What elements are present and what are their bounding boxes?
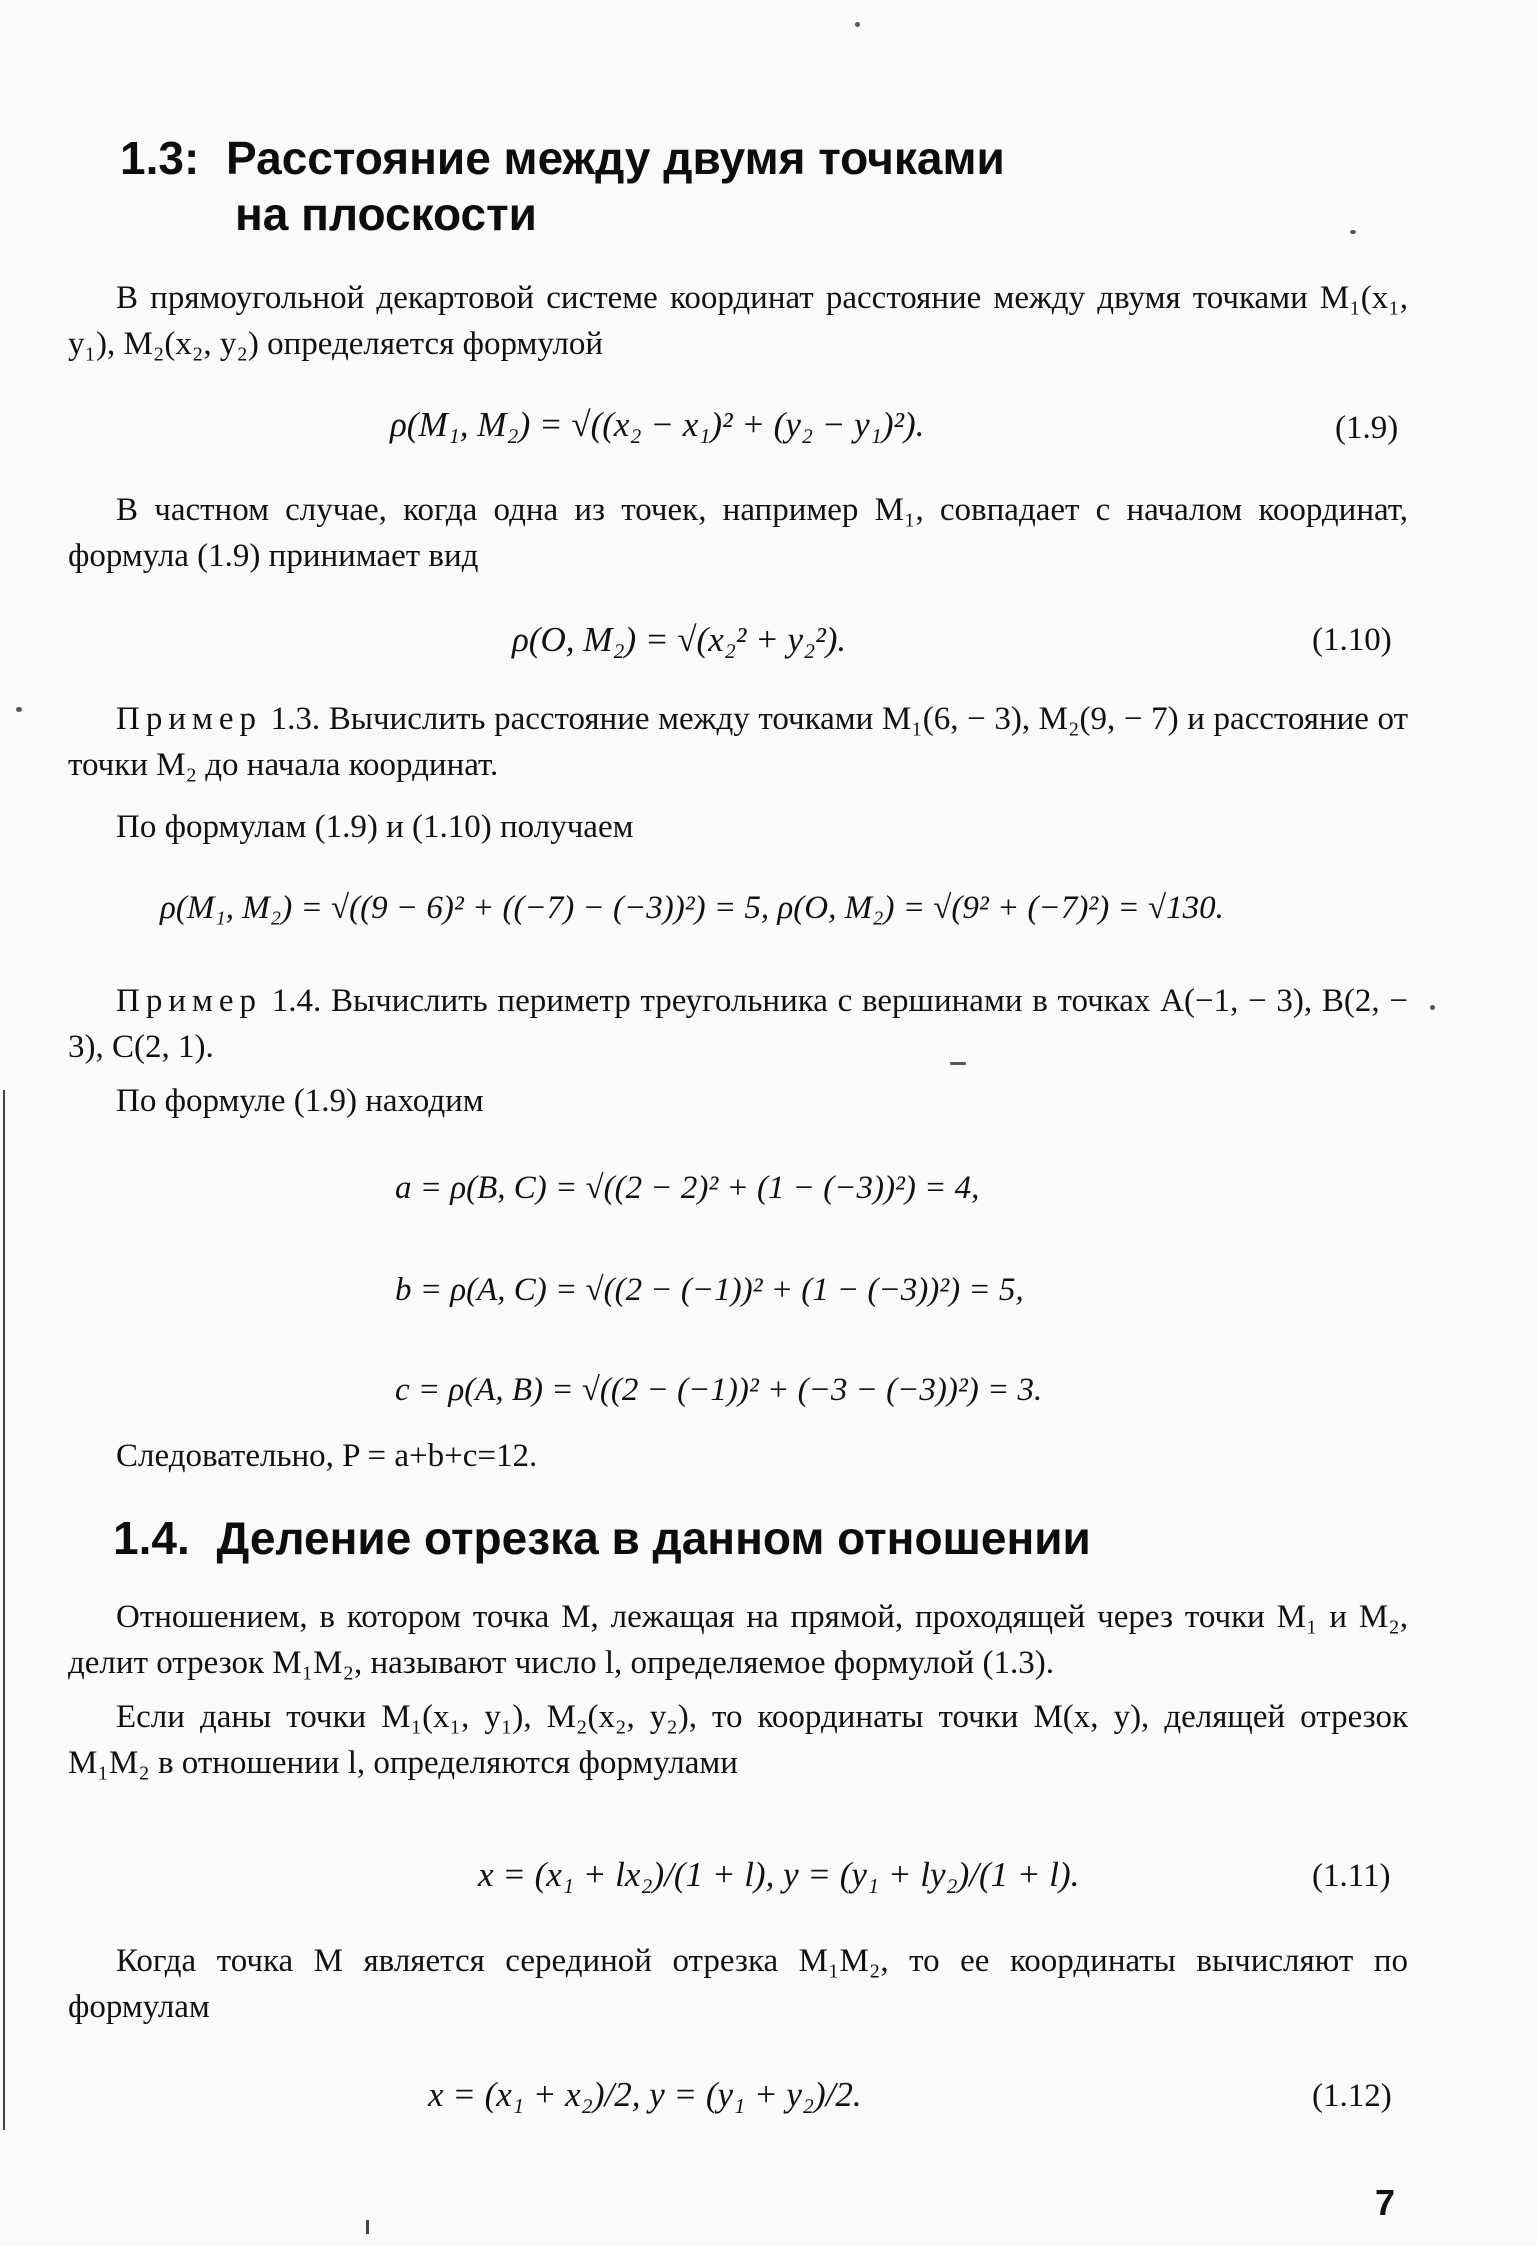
section-title: Деление отрезка в данном отношении — [216, 1512, 1091, 1564]
paragraph-text: Когда точка M является серединой отрезка M₁M₂, то ее координаты вычисляют по формулам — [68, 1943, 1408, 2025]
paragraph — [68, 275, 1408, 367]
section-title-line1: Расстояние между двумя точками — [226, 132, 1005, 184]
example-1-4 — [68, 978, 1408, 1070]
scan-speck — [1430, 1005, 1435, 1010]
page-number: 7 — [1375, 2182, 1396, 2223]
formula-1-11: x = (x₁ + lx₂)/(1 + l), y = (y₁ + ly₂)/(1 + l). — [478, 1855, 1080, 1894]
scan-mark — [366, 2220, 369, 2234]
paragraph — [68, 1594, 1408, 1686]
equation-number: (1.9) — [1335, 410, 1399, 446]
paragraph-text: В прямоугольной декартовой системе координат расстояние между двумя точками M₁(x₁, y₁), M₂(x₂, y₂) определяется формулой — [68, 280, 1408, 362]
paragraph-text: Следовательно, P = a+b+c=12. — [116, 1438, 538, 1474]
example-label: Пример — [116, 701, 263, 737]
paragraph-text: По формулам (1.9) и (1.10) получаем — [116, 809, 634, 845]
section-heading-1-3 — [120, 130, 1005, 186]
example-text: 1.3. Вычислить расстояние между точками M₁(6, − 3), M₂(9, − 7) и расстояние от точки M₂ до начала координат. — [68, 701, 1409, 783]
paragraph — [68, 1694, 1408, 1786]
example-label: Пример — [116, 983, 263, 1019]
equation-number: (1.12) — [1312, 2078, 1392, 2114]
section-number: 1.3: — [120, 132, 200, 184]
equation-number: (1.11) — [1312, 1858, 1391, 1894]
formula-b: b = ρ(A, C) = √((2 − (−1))² + (1 − (−3))²) = 5, — [395, 1272, 1024, 1308]
scan-speck — [16, 707, 22, 712]
paragraph-text: Если даны точки M₁(x₁, y₁), M₂(x₂, y₂), то координаты точки M(x, y), делящей отрезок M₁M₂ в отношении l, определяются формулами — [68, 1699, 1408, 1781]
formula-1-10: ρ(O, M₂) = √(x₂² + y₂²). — [512, 620, 847, 659]
paragraph-text: По формуле (1.9) находим — [116, 1083, 484, 1119]
section-heading-1-3-line2: на плоскости — [235, 188, 537, 240]
paragraph — [68, 1938, 1408, 2030]
example-text: 1.4. Вычислить периметр треугольника с вершинами в точках A(−1, − 3), B(2, − 3), C(2, 1). — [68, 983, 1408, 1065]
formula-example-1-3: ρ(M₁, M₂) = √((9 − 6)² + ((−7) − (−3))²) = 5, ρ(O, M₂) = √(9² + (−7)²) = √130. — [160, 890, 1224, 926]
formula-1-12: x = (x₁ + x₂)/2, y = (y₁ + y₂)/2. — [428, 2075, 862, 2114]
paragraph — [68, 1433, 1408, 1479]
section-number: 1.4. — [113, 1512, 190, 1564]
scan-speck — [1350, 230, 1356, 234]
paragraph — [68, 1078, 1408, 1124]
scan-speck — [855, 22, 860, 27]
section-heading-1-4 — [113, 1510, 1091, 1566]
paragraph-text: Отношением, в котором точка M, лежащая на прямой, проходящей через точки M₁ и M₂, делит отрезок M₁M₂, называют число l, определяемое формулой (1.3). — [68, 1599, 1408, 1681]
paragraph — [68, 487, 1408, 579]
paragraph — [68, 804, 1408, 850]
formula-1-9: ρ(M₁, M₂) = √((x₂ − x₁)² + (y₂ − y₁)²). — [390, 405, 925, 444]
example-1-3 — [68, 696, 1408, 788]
equation-number: (1.10) — [1312, 622, 1392, 658]
scan-edge-line — [3, 1090, 5, 2130]
formula-c: c = ρ(A, B) = √((2 − (−1))² + (−3 − (−3))²) = 3. — [395, 1372, 1043, 1408]
paragraph-text: В частном случае, когда одна из точек, например M₁, совпадает с началом координат, формула (1.9) принимает вид — [68, 492, 1408, 574]
formula-a: a = ρ(B, C) = √((2 − 2)² + (1 − (−3))²) = 4, — [395, 1170, 980, 1206]
